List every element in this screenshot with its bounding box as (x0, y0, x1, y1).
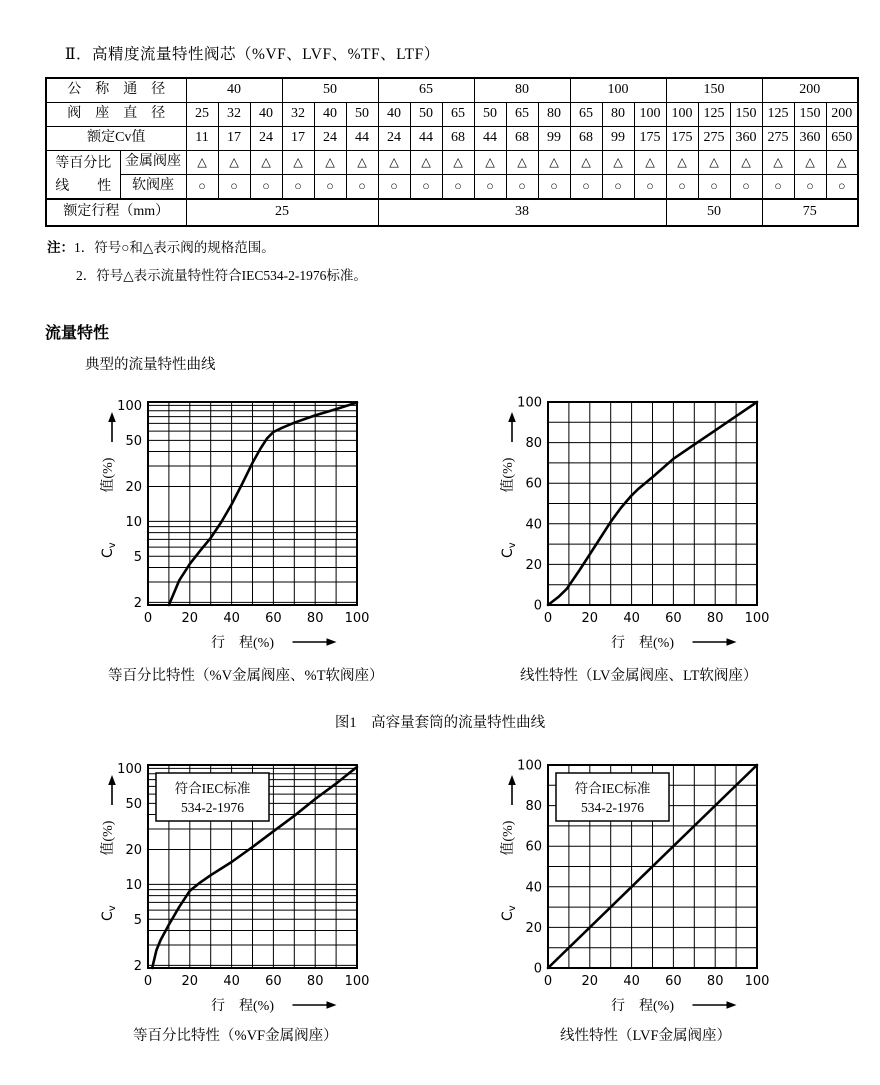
svg-text:0: 0 (543, 611, 553, 626)
metal-seat-symbol: △ (634, 151, 666, 175)
svg-text:40: 40 (525, 517, 542, 533)
note-item-2: 2．符号△表示流量特性符合IEC534-2-1976标准。 (76, 268, 367, 283)
rated-cv-value: 24 (314, 127, 346, 151)
row-label-characteristic (46, 151, 120, 200)
chart-linear-iec (495, 755, 780, 1021)
x-axis-label: 行 程(%) (211, 636, 274, 651)
svg-text:100: 100 (344, 974, 370, 989)
caption-linear-iec: 线性特性（LVF金属阀座） (560, 1028, 732, 1044)
svg-text:0: 0 (533, 961, 542, 977)
svg-text:100: 100 (117, 398, 142, 414)
svg-text:100: 100 (517, 758, 542, 774)
svg-text:0: 0 (533, 598, 542, 614)
seat-diameter-value: 100 (634, 103, 666, 127)
soft-seat-symbol: ○ (474, 175, 506, 200)
svg-text:100: 100 (517, 395, 542, 411)
seat-diameter-value: 100 (666, 103, 698, 127)
soft-seat-symbol: ○ (506, 175, 538, 200)
metal-seat-symbol: △ (794, 151, 826, 175)
soft-seat-symbol: ○ (250, 175, 282, 200)
row-label-rated-cv: 额定Cv值 (46, 127, 186, 151)
seat-diameter-value: 80 (538, 103, 570, 127)
svg-text:100: 100 (744, 611, 770, 626)
chart-svg-eq-percent-high-capacity (95, 392, 380, 658)
metal-seat-symbol: △ (314, 151, 346, 175)
seat-diameter-value: 50 (410, 103, 442, 127)
row-label-nominal-diameter: 公 称 通 径 (46, 78, 186, 103)
soft-seat-symbol: ○ (410, 175, 442, 200)
note-line-1 (47, 236, 275, 256)
y-axis-label-value-percent: 值(%) (501, 820, 516, 856)
svg-text:20: 20 (525, 557, 542, 573)
svg-text:80: 80 (525, 436, 542, 452)
metal-seat-symbol: △ (410, 151, 442, 175)
seat-diameter-value: 125 (698, 103, 730, 127)
nominal-diameter-value: 50 (282, 78, 378, 103)
metal-seat-symbol: △ (474, 151, 506, 175)
seat-diameter-value: 65 (570, 103, 602, 127)
svg-text:5: 5 (133, 912, 142, 928)
rated-cv-value: 17 (282, 127, 314, 151)
svg-text:50: 50 (125, 433, 142, 449)
svg-text:40: 40 (223, 611, 240, 626)
metal-seat-symbol: △ (666, 151, 698, 175)
soft-seat-symbol: ○ (826, 175, 858, 200)
seat-diameter-value: 65 (506, 103, 538, 127)
metal-seat-symbol: △ (602, 151, 634, 175)
rated-cv-value: 17 (218, 127, 250, 151)
svg-text:100: 100 (344, 611, 370, 626)
rated-cv-value: 68 (570, 127, 602, 151)
seat-diameter-value: 80 (602, 103, 634, 127)
note-item-1: 1．符号○和△表示阀的规格范围。 (74, 240, 275, 255)
rated-travel-value: 50 (666, 199, 762, 226)
seat-diameter-value: 50 (474, 103, 506, 127)
seat-diameter-value: 125 (762, 103, 794, 127)
soft-seat-symbol: ○ (730, 175, 762, 200)
rated-cv-value: 99 (538, 127, 570, 151)
x-axis-label: 行 程(%) (611, 636, 674, 651)
caption-eq-percent-iec: 等百分比特性（%VF金属阀座） (133, 1028, 338, 1044)
soft-seat-symbol: ○ (762, 175, 794, 200)
svg-text:80: 80 (306, 974, 324, 989)
svg-text:100: 100 (744, 974, 770, 989)
rated-cv-value: 175 (634, 127, 666, 151)
svg-text:2: 2 (133, 595, 142, 611)
metal-seat-symbol: △ (218, 151, 250, 175)
characteristic-label-line: 等百分比 (55, 155, 112, 171)
row-label-seat-diameter: 阀 座 直 径 (46, 103, 186, 127)
soft-seat-symbol: ○ (602, 175, 634, 200)
row-label-metal-seat: 金属阀座 (120, 151, 186, 175)
iec-box-text: 符合IEC标准 (574, 781, 651, 796)
metal-seat-symbol: △ (538, 151, 570, 175)
svg-text:80: 80 (306, 611, 324, 626)
y-axis-label-cv: $C_v$ (100, 905, 118, 922)
soft-seat-symbol: ○ (186, 175, 218, 200)
seat-diameter-value: 200 (826, 103, 858, 127)
figure1-caption: 图1 高容量套筒的流量特性曲线 (334, 715, 546, 731)
nominal-diameter-value: 40 (186, 78, 282, 103)
section-heading: 流量特性 (45, 325, 110, 342)
svg-text:20: 20 (181, 974, 199, 989)
svg-text:0: 0 (543, 974, 553, 989)
nominal-diameter-value: 65 (378, 78, 474, 103)
metal-seat-symbol: △ (378, 151, 410, 175)
note-label: 注： (47, 240, 74, 255)
rated-cv-value: 11 (186, 127, 218, 151)
metal-seat-symbol: △ (250, 151, 282, 175)
seat-diameter-value: 150 (794, 103, 826, 127)
svg-text:10: 10 (125, 514, 142, 530)
seat-diameter-value: 25 (186, 103, 218, 127)
chart-svg-eq-percent-iec (95, 755, 380, 1021)
chart-linear-high-capacity (495, 392, 780, 658)
rated-cv-value: 275 (698, 127, 730, 151)
svg-text:80: 80 (706, 611, 724, 626)
svg-text:20: 20 (125, 479, 142, 495)
rated-cv-value: 44 (474, 127, 506, 151)
soft-seat-symbol: ○ (378, 175, 410, 200)
caption-linear-high-capacity: 线性特性（LV金属阀座、LT软阀座） (520, 668, 758, 684)
nominal-diameter-value: 200 (762, 78, 858, 103)
note-line-2 (76, 264, 367, 284)
soft-seat-symbol: ○ (698, 175, 730, 200)
chart-eq-percent-iec (95, 755, 380, 1021)
metal-seat-symbol: △ (346, 151, 378, 175)
nominal-diameter-value: 100 (570, 78, 666, 103)
svg-text:20: 20 (125, 842, 142, 858)
rated-cv-value: 44 (346, 127, 378, 151)
seat-diameter-value: 65 (442, 103, 474, 127)
seat-diameter-value: 32 (282, 103, 314, 127)
seat-diameter-value: 40 (250, 103, 282, 127)
soft-seat-symbol: ○ (794, 175, 826, 200)
rated-cv-value: 650 (826, 127, 858, 151)
svg-text:100: 100 (117, 761, 142, 777)
rated-cv-value: 275 (762, 127, 794, 151)
y-axis-label-value-percent: 值(%) (101, 457, 116, 493)
seat-diameter-value: 32 (218, 103, 250, 127)
soft-seat-symbol: ○ (218, 175, 250, 200)
svg-text:40: 40 (623, 611, 640, 626)
rated-cv-value: 68 (506, 127, 538, 151)
svg-text:5: 5 (133, 549, 142, 565)
seat-diameter-value: 50 (346, 103, 378, 127)
soft-seat-symbol: ○ (666, 175, 698, 200)
iec-box-text: 534-2-1976 (581, 800, 644, 815)
soft-seat-symbol: ○ (346, 175, 378, 200)
section-subtitle: 典型的流量特性曲线 (85, 357, 216, 373)
metal-seat-symbol: △ (570, 151, 602, 175)
soft-seat-symbol: ○ (282, 175, 314, 200)
chart-svg-linear-iec (495, 755, 780, 1021)
spec-table (45, 77, 859, 227)
nominal-diameter-value: 150 (666, 78, 762, 103)
soft-seat-symbol: ○ (442, 175, 474, 200)
iec-box-text: 534-2-1976 (181, 800, 244, 815)
seat-diameter-value: 40 (314, 103, 346, 127)
caption-eq-percent-high-capacity: 等百分比特性（%V金属阀座、%T软阀座） (108, 668, 384, 684)
metal-seat-symbol: △ (282, 151, 314, 175)
nominal-diameter-value: 80 (474, 78, 570, 103)
svg-text:20: 20 (525, 920, 542, 936)
metal-seat-symbol: △ (506, 151, 538, 175)
svg-text:60: 60 (525, 476, 542, 492)
svg-text:10: 10 (125, 877, 142, 893)
y-axis-label-cv: $C_v$ (500, 542, 518, 559)
page-title: Ⅱ．高精度流量特性阀芯（%VF、LVF、%TF、LTF） (65, 46, 440, 63)
rated-cv-value: 44 (410, 127, 442, 151)
x-axis-label: 行 程(%) (211, 999, 274, 1014)
iec-box-text: 符合IEC标准 (174, 781, 251, 796)
metal-seat-symbol: △ (762, 151, 794, 175)
rated-cv-value: 360 (794, 127, 826, 151)
metal-seat-symbol: △ (186, 151, 218, 175)
rated-cv-value: 360 (730, 127, 762, 151)
metal-seat-symbol: △ (698, 151, 730, 175)
svg-text:80: 80 (525, 799, 542, 815)
metal-seat-symbol: △ (826, 151, 858, 175)
rated-cv-value: 24 (250, 127, 282, 151)
soft-seat-symbol: ○ (570, 175, 602, 200)
rated-cv-value: 68 (442, 127, 474, 151)
rated-travel-value: 38 (378, 199, 666, 226)
chart-eq-percent-high-capacity (95, 392, 380, 658)
y-axis-label-cv: $C_v$ (500, 905, 518, 922)
svg-text:0: 0 (143, 974, 153, 989)
svg-text:40: 40 (623, 974, 640, 989)
rated-cv-value: 99 (602, 127, 634, 151)
soft-seat-symbol: ○ (538, 175, 570, 200)
soft-seat-symbol: ○ (634, 175, 666, 200)
svg-text:80: 80 (706, 974, 724, 989)
svg-text:20: 20 (581, 974, 599, 989)
svg-text:40: 40 (525, 880, 542, 896)
rated-cv-value: 175 (666, 127, 698, 151)
svg-text:50: 50 (125, 796, 142, 812)
rated-travel-value: 75 (762, 199, 858, 226)
svg-text:20: 20 (581, 611, 599, 626)
svg-text:0: 0 (143, 611, 153, 626)
row-label-rated-travel: 额定行程（mm） (46, 199, 186, 226)
row-label-soft-seat: 软阀座 (120, 175, 186, 200)
seat-diameter-value: 40 (378, 103, 410, 127)
metal-seat-symbol: △ (730, 151, 762, 175)
characteristic-label-line: 线 性 (55, 178, 112, 194)
svg-text:60: 60 (665, 611, 682, 626)
svg-text:60: 60 (265, 611, 282, 626)
svg-text:40: 40 (223, 974, 240, 989)
metal-seat-symbol: △ (442, 151, 474, 175)
rated-travel-value: 25 (186, 199, 378, 226)
svg-text:60: 60 (525, 839, 542, 855)
svg-text:20: 20 (181, 611, 199, 626)
soft-seat-symbol: ○ (314, 175, 346, 200)
y-axis-label-value-percent: 值(%) (101, 820, 116, 856)
chart-svg-linear-high-capacity (495, 392, 780, 658)
svg-text:2: 2 (133, 958, 142, 974)
svg-text:60: 60 (665, 974, 682, 989)
seat-diameter-value: 150 (730, 103, 762, 127)
y-axis-label-cv: $C_v$ (100, 542, 118, 559)
svg-text:60: 60 (265, 974, 282, 989)
x-axis-label: 行 程(%) (611, 999, 674, 1014)
rated-cv-value: 24 (378, 127, 410, 151)
y-axis-label-value-percent: 值(%) (501, 457, 516, 493)
